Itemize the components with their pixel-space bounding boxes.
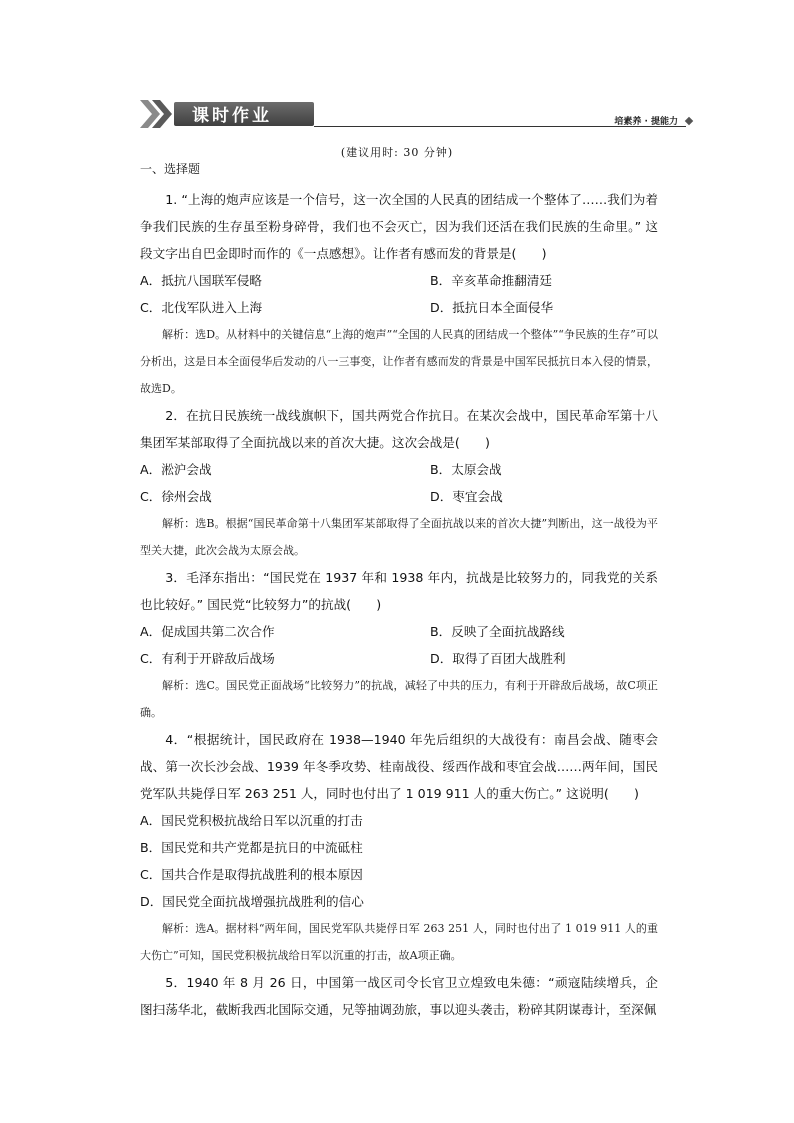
question-stem: 1. “上海的炮声应该是一个信号，这一次全国的人民真的团结成一个整体了……我们为着争我们民族的生存虽至粉身碎骨，我们也不会灭亡，因为我们还活在我们民族的生命里。” 这段文字出自巴金即时而作的《一点感想》。让作者有感而发的背景是( ) — [140, 192, 658, 261]
exercise-content — [140, 160, 658, 1023]
option-d[interactable]: D．国民党全面抗战增强抗战胜利的信心 — [140, 894, 364, 909]
analysis-text: 解析：选D。从材料中的关键信息“上海的炮声”“全国的人民真的团结成一个整体”“争民族的生存”可以分析出，这是日本全面侵华后发动的八一三事变，让作者有感而发的背景是中国军民抵抗日本入侵的情景，故选D。 — [140, 328, 658, 395]
question-block — [140, 969, 658, 1023]
analysis-text: 解析：选C。国民党正面战场“比较努力”的抗战，减轻了中共的压力，有利于开辟敌后战场，故C项正确。 — [140, 679, 658, 719]
option-list — [140, 456, 658, 510]
question-block — [140, 726, 658, 969]
option-a[interactable]: A．淞沪会战 — [140, 462, 212, 477]
option-list — [140, 618, 658, 672]
analysis-text: 解析：选A。据材料“两年间，国民党军队共毙俘日军 263 251 人，同时也付出了 1 019 911 人的重大伤亡”可知，国民党积极抗战给日军以沉重的打击，故A项正确。 — [140, 922, 658, 962]
analysis-text: 解析：选B。根据“国民革命第十八集团军某部取得了全面抗战以来的首次大捷”判断出，这一战役为平型关大捷，此次会战为太原会战。 — [140, 517, 658, 557]
option-c[interactable]: C．国共合作是取得抗战胜利的根本原因 — [140, 867, 363, 882]
question-stem: 2．在抗日民族统一战线旗帜下，国共两党合作抗日。在某次会战中，国民革命军第十八集团军某部取得了全面抗战以来的首次大捷。这次会战是( ) — [140, 408, 658, 450]
option-list — [140, 267, 658, 321]
question-block — [140, 402, 658, 564]
option-b[interactable]: B．国民党和共产党都是抗日的中流砥柱 — [140, 840, 363, 855]
option-a[interactable]: A．抵抗八国联军侵略 — [140, 273, 262, 288]
option-b[interactable]: B．辛亥革命推翻清廷 — [430, 273, 552, 288]
option-c[interactable]: C．有利于开辟敌后战场 — [140, 651, 275, 666]
option-b[interactable]: B．太原会战 — [430, 462, 502, 477]
option-c[interactable]: C．徐州会战 — [140, 489, 212, 504]
option-b[interactable]: B．反映了全面抗战路线 — [430, 624, 565, 639]
question-stem: 5．1940 年 8 月 26 日，中国第一战区司令长官卫立煌致电朱德：“顽寇陆续增兵，企图扫荡华北，截断我西北国际交通，兄等抽调劲旅，事以迎头袭击，粉碎其阴谋毒计，至深佩 — [140, 975, 658, 1017]
question-block — [140, 564, 658, 726]
question-stem: 4．“根据统计，国民政府在 1938—1940 年先后组织的大战役有：南昌会战、随枣会战、第一次长沙会战、1939 年冬季攻势、桂南战役、绥西作战和枣宜会战……两年间，国民党军队共毙俘日军 263 251 人，同时也付出了 1 019 911 人的重大伤亡。” 这说明( ) — [140, 732, 658, 801]
option-d[interactable]: D．枣宜会战 — [430, 489, 503, 504]
page-header — [140, 96, 696, 132]
option-d[interactable]: D．取得了百团大战胜利 — [430, 651, 566, 666]
option-c[interactable]: C．北伐军队进入上海 — [140, 300, 263, 315]
question-stem: 3．毛泽东指出：“国民党在 1937 年和 1938 年内，抗战是比较努力的，同我党的关系也比较好。” 国民党“比较努力”的抗战( ) — [140, 570, 658, 612]
question-block — [140, 186, 658, 402]
section-title: 一、选择题 — [140, 162, 201, 176]
header-right-label: 培素养 · 提能力 — [614, 117, 678, 127]
option-a[interactable]: A．国民党积极抗战给日军以沉重的打击 — [140, 813, 363, 828]
page-title: 课时作业 — [192, 106, 272, 126]
option-d[interactable]: D．抵抗日本全面侵华 — [430, 300, 554, 315]
option-a[interactable]: A．促成国共第二次合作 — [140, 624, 275, 639]
diamond-icon — [685, 117, 693, 125]
time-note: (建议用时: 30 分钟) — [340, 146, 454, 159]
option-list — [140, 807, 658, 915]
